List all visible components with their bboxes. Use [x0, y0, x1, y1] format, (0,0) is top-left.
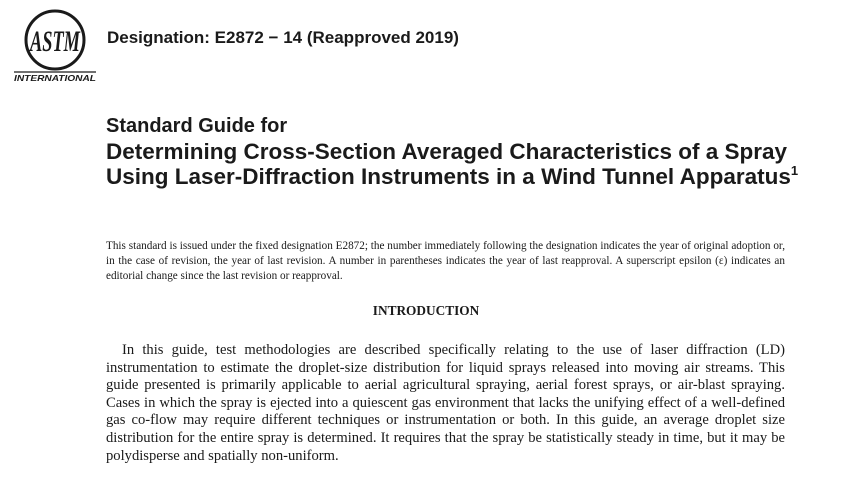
document-title — [106, 139, 806, 189]
document-title-text: Determining Cross-Section Averaged Characteristics of a Spray Using Laser-Diffraction Instruments in a Wind Tunnel Apparatus — [106, 139, 791, 189]
designation-notice: This standard is issued under the fixed designation E2872; the number immediately following the designation indicates the year of original adoption or, in the case of revision, the year of last revision. A number in parentheses indicates the year of last reapproval. A superscript epsilon (ε) indicates an editorial change since the last revision or reapproval. — [106, 240, 785, 282]
title-footnote-marker: 1 — [790, 163, 799, 178]
logo-international: INTERNATIONAL — [14, 73, 96, 83]
title-block — [106, 114, 806, 189]
astm-logo-mark — [12, 8, 98, 84]
designation: Designation: E2872 − 14 (Reapproved 2019) — [107, 28, 459, 47]
document-subtitle: Standard Guide for — [106, 115, 288, 137]
introduction-paragraph: In this guide, test methodologies are described specifically relating to the use of laser diffraction (LD) instrumentation to estimate the droplet-size distribution for liquid sprays released into moving air streams. This guide presented is primarily applicable to aerial agricultural spraying, aerial forest sprays, or air-blast spraying. Cases in which the spray is ejected into a quiescent gas environment that lacks the unifying effect of a well-defined gas co-flow may require different techniques or instrumentation or both. In this guide, an average droplet size distribution for the entire spray is determined. It requires that the spray be statistically steady in time, but it may be polydisperse and spatially non-uniform. — [106, 342, 785, 464]
logo-letters: ASTM — [28, 25, 81, 58]
astm-logo — [12, 8, 98, 84]
introduction-heading: INTRODUCTION — [372, 303, 480, 318]
